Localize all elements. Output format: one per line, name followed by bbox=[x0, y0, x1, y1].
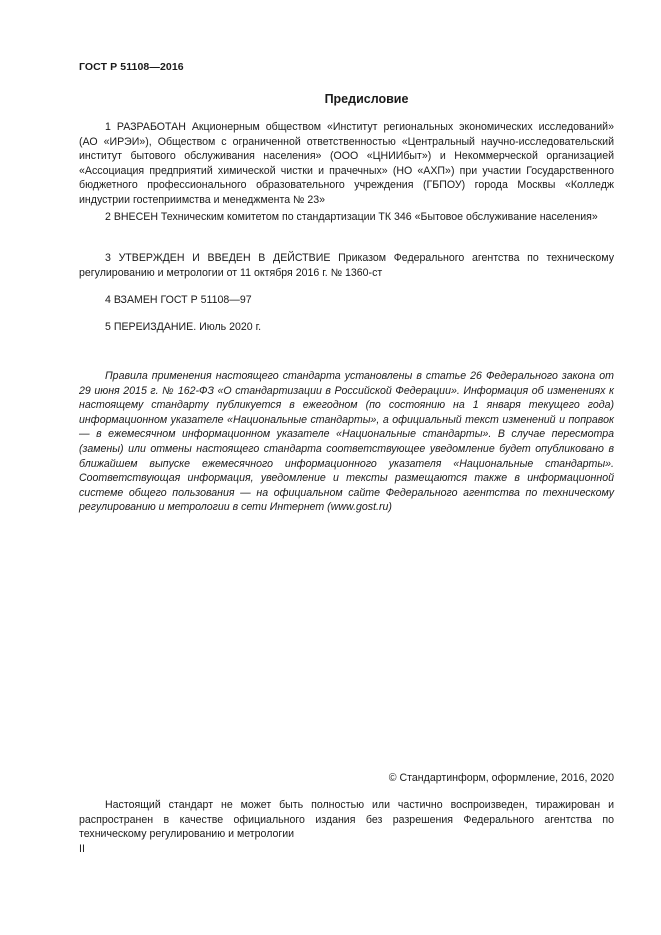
paragraph-reissue: 5 ПЕРЕИЗДАНИЕ. Июль 2020 г. bbox=[105, 321, 262, 333]
paragraph-replaces: 4 ВЗАМЕН ГОСТ Р 51108—97 bbox=[105, 294, 252, 306]
copyright-line: © Стандартинформ, оформление, 2016, 2020 bbox=[388, 772, 614, 784]
document-code-header: ГОСТ Р 51108—2016 bbox=[79, 61, 184, 73]
reproduction-notice: Настоящий стандарт не может быть полностью или частично воспроизведен, тиражирован и распространен в качестве официального издания без разрешения Федерального агентства по техническому регулированию и метрологии bbox=[79, 799, 614, 841]
page-number: II bbox=[79, 843, 85, 855]
paragraph-developed-by: 1 РАЗРАБОТАН Акционерным обществом «Институт региональных экономических исследований» (АО «ИРЭИ»), Обществом с ограниченной ответственностью «Центральный научно-исследовательский институт бытового обслуживания населения» (ООО «ЦНИИбыт») и Некоммерческой организацией «Ассоциация предприятий химической чистки и прачечных» (НО «АХП») при участии Государственного бюджетного профессионального образовательного учреждения (ГБПОУ) города Москвы «Колледж индустрии гостеприимства и менеджмента № 23» bbox=[79, 121, 614, 206]
standard-application-notice: Правила применения настоящего стандарта установлены в статье 26 Федерального закона от 29 июня 2015 г. № 162-ФЗ «О стандартизации в Российской Федерации». Информация об изменениях к настоящему стандарту публикуется в ежегодном (по состоянию на 1 января текущего года) информационном указателе «Национальные стандарты», а официальный текст изменений и поправок — в ежемесячном информационном указателе «Национальные стандарты». В случае пересмотра (замены) или отмены настоящего стандарта соответствующее уведомление будет опубликовано в ближайшем выпуске ежемесячного информационного указателя «Национальные стандарты». Соответствующая информация, уведомление и тексты размещаются также в информационной системе общего пользования — на официальном сайте Федерального агентства по техническому регулированию и метрологии в сети Интернет (www.gost.ru) bbox=[79, 370, 614, 514]
paragraph-introduced-by: 2 ВНЕСЕН Техническим комитетом по стандартизации ТК 346 «Бытовое обслуживание населения» bbox=[105, 211, 598, 223]
page-title: Предисловие bbox=[324, 92, 409, 106]
paragraph-approved: 3 УТВЕРЖДЕН И ВВЕДЕН В ДЕЙСТВИЕ Приказом Федерального агентства по техническому регулированию и метрологии от 11 октября 2016 г. № 1360-ст bbox=[79, 252, 614, 279]
